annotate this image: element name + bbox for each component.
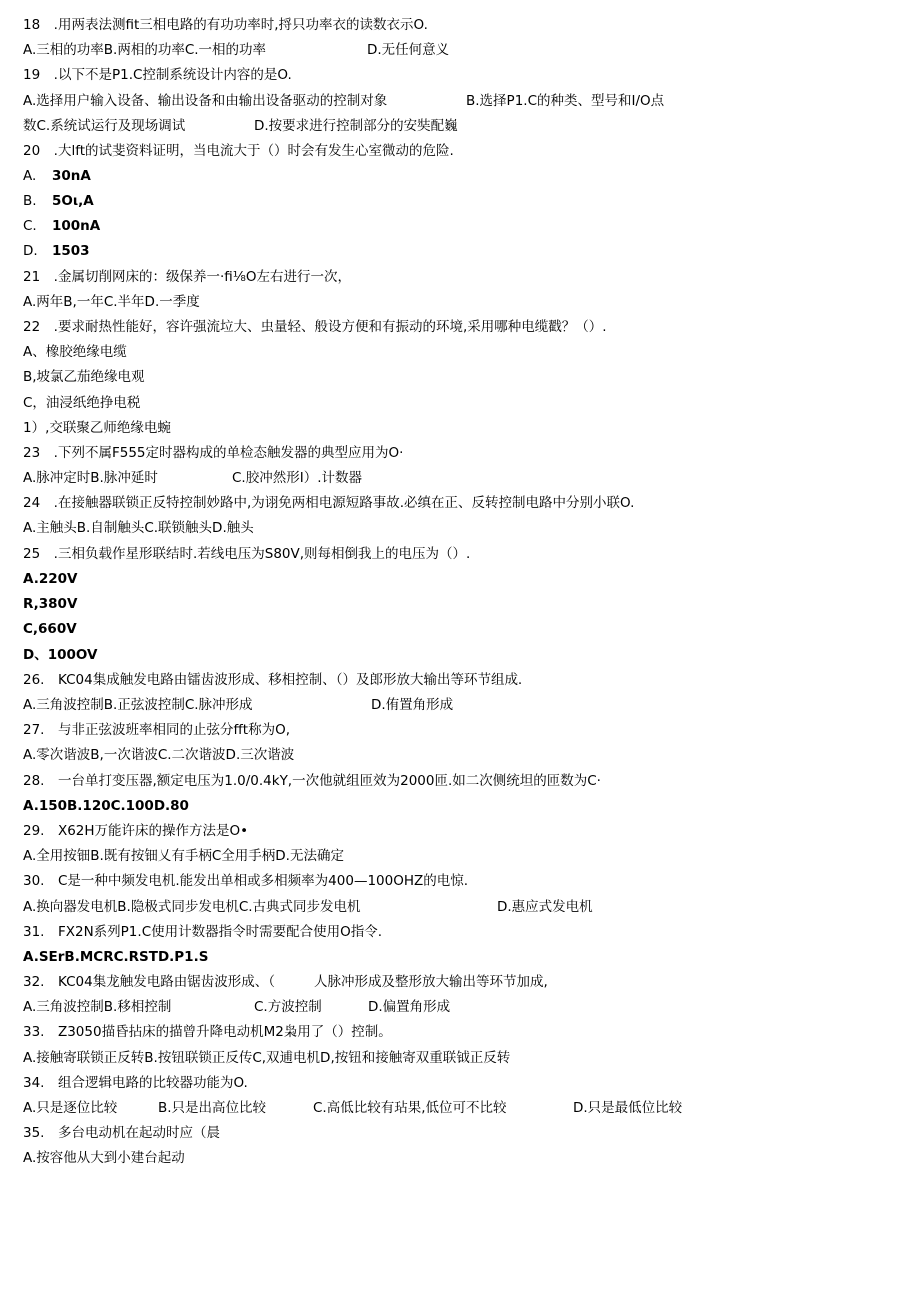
option-letter: D.	[23, 243, 38, 259]
option-text: D.侑置角形成	[371, 697, 454, 713]
option-text: A.脉冲定时B.脉冲延时	[23, 470, 158, 486]
question-text: 31. FX2N系列P1.C使用计数器指令时需要配合使用O指令.	[23, 924, 383, 940]
option-text: 5Oι,A	[52, 193, 94, 209]
option-text: A.主触头B.自制触头C.联锁触头D.触头	[23, 520, 254, 536]
option-text: D.无任何意义	[367, 42, 450, 58]
option-text: A.全用按钿B.既有按钿乂有手柄C全用手柄D.无法确定	[23, 848, 344, 864]
option-text: C.高低比较有玷果,低位可不比较	[313, 1100, 507, 1116]
option-text: A.三角波控制B.正弦波控制C.脉冲形成	[23, 697, 253, 713]
option-text: C，油浸纸绝挣电税	[23, 395, 141, 411]
option-text: A.220V	[23, 571, 78, 587]
option-text: R,380V	[23, 596, 78, 612]
option-text: A.SErB.MCRC.RSTD.P1.S	[23, 949, 209, 965]
option-letter: B.	[23, 193, 37, 209]
question-text: 30. C是一种中频发电机.能发出单相或多相频率为400—100OHZ的电惊.	[23, 873, 469, 889]
question-text: 19 .以下不是P1.C控制系统设计内容的是O.	[23, 67, 292, 83]
option-text: A.150B.120C.100D.80	[23, 798, 189, 814]
option-text: A.两年B,一年C.半年D.一季度	[23, 294, 200, 310]
option-text: A.三角波控制B.移相控制	[23, 999, 172, 1015]
option-letter: A.	[23, 168, 37, 184]
option-text: 30nA	[52, 168, 91, 184]
question-text: 18 .用两表法测fit三相电路的有功功率时,捋只功率衣的读数衣示O.	[23, 17, 428, 33]
question-text: 23 .下列不属F555定时器构成的单检态触发器的典型应用为O·	[23, 445, 404, 461]
question-text: 21 .金属切削网床的：级保养一·fi⅛O左右进行一次，	[23, 269, 351, 285]
option-text: D.偏置角形成	[368, 999, 451, 1015]
option-text: B.只是出高位比较	[158, 1100, 267, 1116]
option-text: D.按要求进行控制部分的安奘配巍	[254, 118, 458, 134]
option-text: B,坡氯乙茄绝缘电观	[23, 369, 145, 385]
option-text: D、100OV	[23, 647, 98, 663]
option-text: A.换向器发电机B.隐极式同步发电机C.古典式同步发电机	[23, 899, 361, 915]
option-text: A.接触寄联锁正反转B.按钮联锁正反传C,双逋电机D,按钮和接触寄双重联钺正反转	[23, 1050, 511, 1066]
option-text: A.只是逐位比较	[23, 1100, 118, 1116]
option-text: C.胶冲然形I）.计数器	[232, 470, 362, 486]
option-text: A.选择用户输入设备、输出设备和由输出设备驱动的控制对象	[23, 93, 388, 109]
option-text: 1503	[52, 243, 90, 259]
option-text: B.选择P1.C的种类、型号和I/O点	[466, 93, 665, 109]
option-text: A、橡胶绝缘电缆	[23, 344, 127, 360]
question-text: 29. X62H万能许床的操作方法是O•	[23, 823, 249, 839]
option-text: D.只是最低位比较	[573, 1100, 683, 1116]
option-letter: C.	[23, 218, 37, 234]
question-text: 34. 组合逻辑电路的比较器功能为O.	[23, 1075, 248, 1091]
option-text: 100nA	[52, 218, 101, 234]
question-text: 27. 与非正弦波班率相同的止弦分fft称为O,	[23, 722, 290, 738]
option-text: A.按容他从大到小建台起动	[23, 1150, 185, 1166]
option-text: 数C.系统试运行及现场调试	[23, 118, 186, 134]
question-text: 22 .要求耐热性能好，容许强流垃大、虫量轻、般设方便和有振动的环境,采用哪种电缆戳？（）.	[23, 319, 607, 335]
option-text: C,660V	[23, 621, 77, 637]
question-text: 32. KC04集龙触发电路由锯齿波形成、（	[23, 974, 275, 990]
question-text: 33. Z3050描昏拈床的描曾升降电动机M2枭用了（）控制。	[23, 1024, 392, 1040]
question-text: 35. 多台电动机在起动时应（晨	[23, 1125, 220, 1141]
question-text: 26. KC04集成触发电路由镭齿波形成、移相控制、（）及郎形放大输出等环节组成.	[23, 672, 523, 688]
question-text: 25 .三相负载作星形联结时.若线电压为S80V,则每相倒我上的电压为（）.	[23, 546, 471, 562]
question-text: 20 .大lft的试斐资料证明，当电流大于（）时会有发生心室微动的危险.	[23, 143, 454, 159]
question-text: 28. 一台单打变压器,额定电压为1.0/0.4kY,一次他就组匝效为2000匝.如二次侧统坦的匝数为C·	[23, 773, 601, 789]
question-text-cont: 人脉冲形成及整形放大输出等环节加成,	[314, 974, 548, 990]
question-text: 24 .在接触器联锁正反特控制妙路中,为诩免两相电源短路事故.必缜在正、反转控制电路中分别小联O.	[23, 495, 635, 511]
option-text: A.三相的功率B.两相的功率C.一相的功率	[23, 42, 267, 58]
option-text: D.惠应式发电机	[497, 899, 593, 915]
option-text: A.零次谐波B,一次谐波C.二次谐波D.三次谐波	[23, 747, 295, 763]
option-text: C.方波控制	[254, 999, 322, 1015]
option-text: 1）,交联聚乙师绝缘电蜿	[23, 420, 171, 436]
